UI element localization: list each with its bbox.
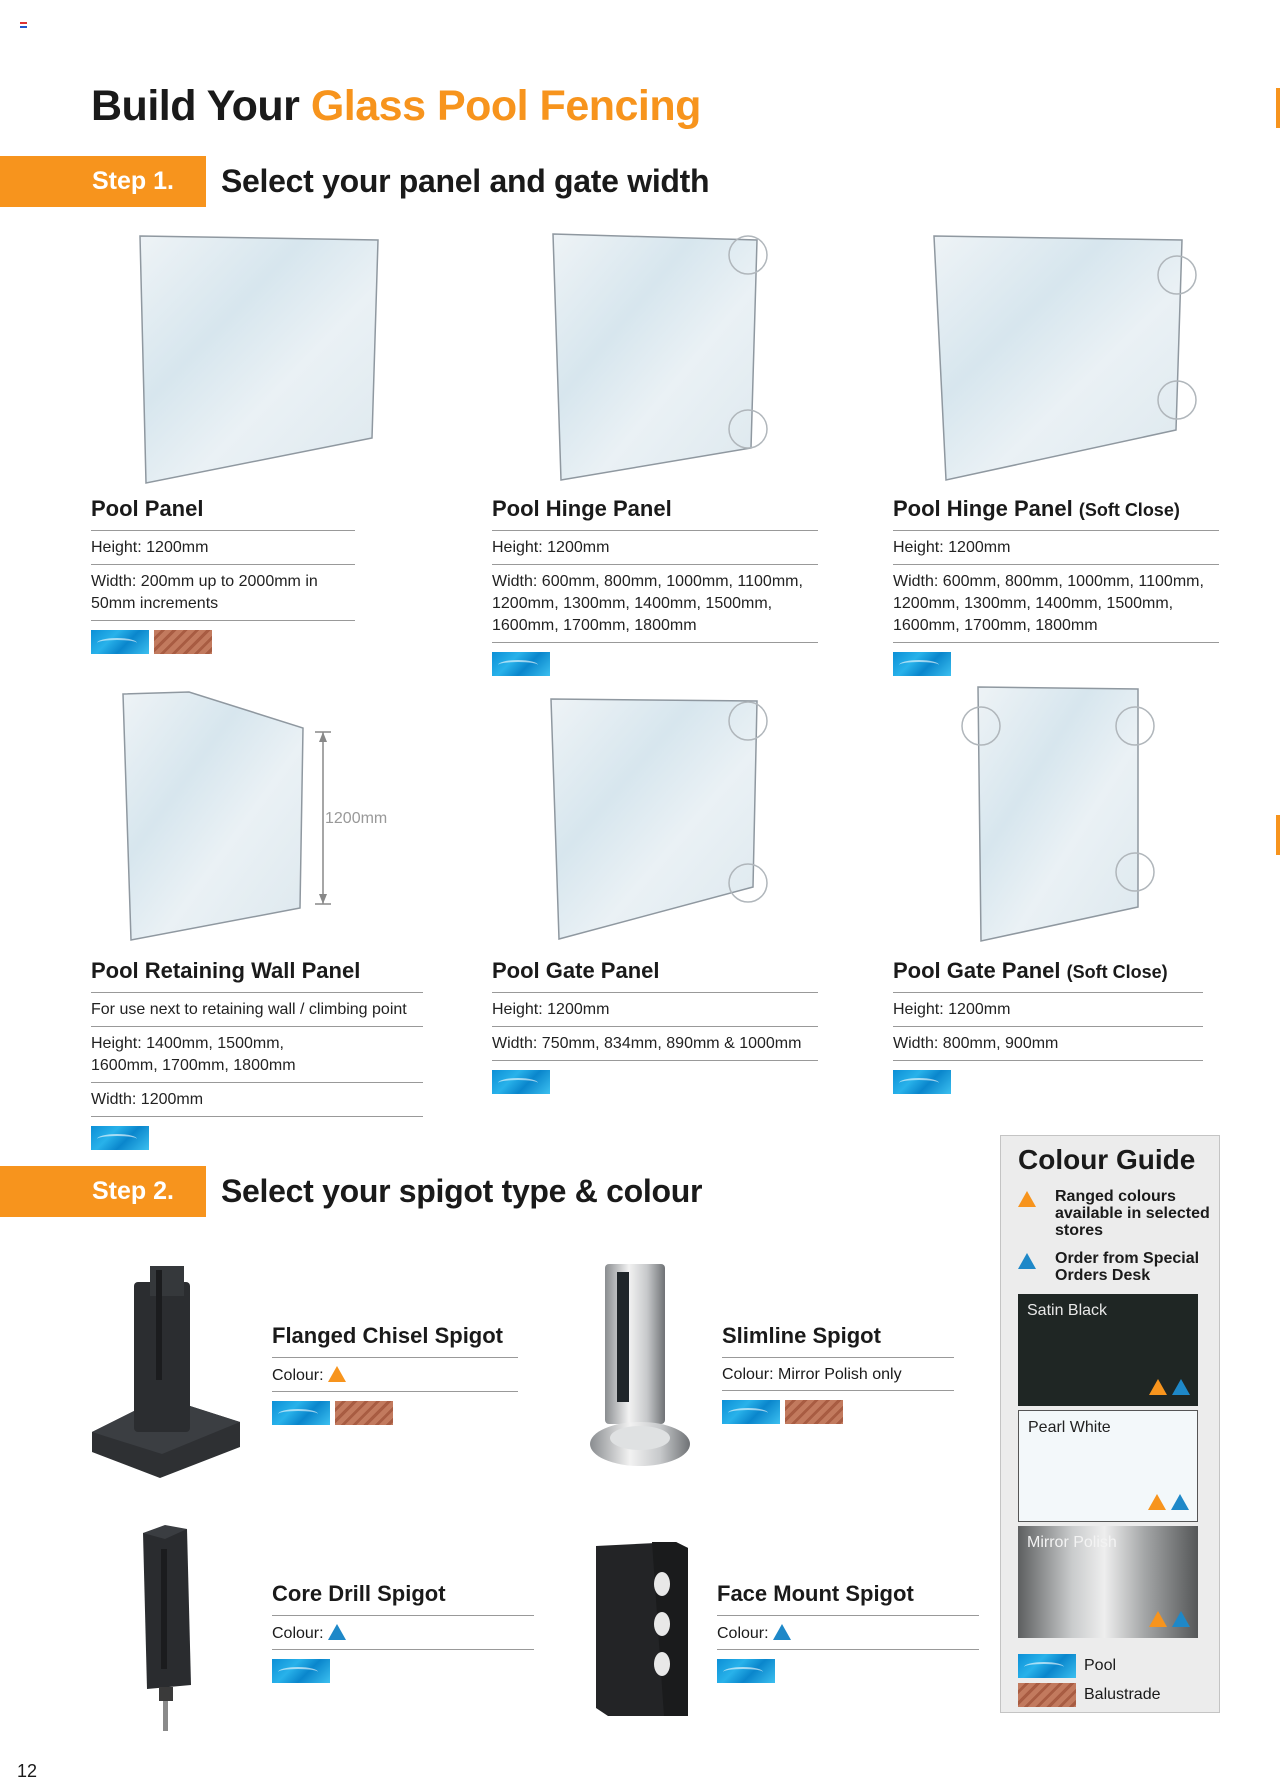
balustrade-swatch bbox=[1018, 1683, 1076, 1707]
product-spec: Height: 1200mm bbox=[492, 993, 818, 1027]
product-spec: Height: 1200mm bbox=[492, 531, 818, 565]
pool-swatch bbox=[717, 1659, 775, 1683]
spigot-face-mount bbox=[717, 1581, 979, 1683]
ranged-colour-icon bbox=[1149, 1611, 1167, 1627]
product-pool-hinge-panel bbox=[492, 496, 818, 676]
step-1-title: Select your panel and gate width bbox=[221, 163, 710, 199]
product-pool-gate-panel bbox=[492, 958, 818, 1094]
ranged-colour-icon bbox=[1148, 1494, 1166, 1510]
product-spec: Width: 750mm, 834mm, 890mm & 1000mm bbox=[492, 1027, 818, 1061]
page-title bbox=[91, 82, 701, 131]
finish-label: Satin Black bbox=[1027, 1302, 1108, 1319]
product-pool-hinge-panel-soft-close bbox=[893, 496, 1219, 676]
spigot-name: Flanged Chisel Spigot bbox=[272, 1323, 518, 1358]
pool-swatch bbox=[272, 1659, 330, 1683]
pool-hinge-panel-image bbox=[545, 228, 785, 488]
key-balustrade bbox=[1018, 1683, 1161, 1707]
spigot-core-drill bbox=[272, 1581, 534, 1683]
ranged-colour-icon bbox=[1018, 1191, 1036, 1207]
spigot-slimline bbox=[722, 1323, 954, 1424]
spigot-colour bbox=[717, 1616, 979, 1650]
spigot-colour-label: Colour: bbox=[272, 1367, 324, 1384]
pool-swatch bbox=[272, 1401, 330, 1425]
pool-swatch bbox=[722, 1400, 780, 1424]
pool-swatch bbox=[1018, 1654, 1076, 1678]
product-name-text: Pool Hinge Panel bbox=[492, 496, 672, 521]
finish-mirror-polish bbox=[1018, 1526, 1198, 1638]
pool-gate-panel-image bbox=[545, 695, 785, 945]
product-name bbox=[492, 958, 818, 993]
spigot-colour bbox=[272, 1616, 534, 1650]
spigot-colour bbox=[272, 1358, 518, 1392]
product-name-text: Pool Retaining Wall Panel bbox=[91, 958, 361, 983]
product-name bbox=[893, 496, 1219, 531]
pool-swatch bbox=[91, 1126, 149, 1150]
product-name-text: Pool Gate Panel bbox=[893, 958, 1061, 983]
product-name bbox=[893, 958, 1203, 993]
special-order-icon bbox=[1172, 1379, 1190, 1395]
product-spec: Width: 1200mm bbox=[91, 1083, 423, 1117]
step-2-tab: Step 2. bbox=[0, 1166, 206, 1217]
product-spec: Height: 1200mm bbox=[91, 531, 355, 565]
product-spec: Height: 1200mm bbox=[893, 993, 1203, 1027]
finish-label: Mirror Polish bbox=[1027, 1534, 1117, 1551]
ranged-colour-icon bbox=[1149, 1379, 1167, 1395]
colour-guide-title: Colour Guide bbox=[1018, 1144, 1196, 1175]
legend-text: Ranged colours available in selected stores bbox=[1055, 1188, 1210, 1239]
product-name-suffix: (Soft Close) bbox=[1066, 962, 1168, 982]
product-name-suffix: (Soft Close) bbox=[1078, 500, 1180, 520]
balustrade-swatch bbox=[154, 630, 212, 654]
pool-swatch bbox=[492, 1070, 550, 1094]
spigot-name: Face Mount Spigot bbox=[717, 1581, 979, 1616]
product-spec: Width: 600mm, 800mm, 1000mm, 1100mm, 1200mm, 1300mm, 1400mm, 1500mm, 1600mm, 1700mm, 1800mm bbox=[492, 565, 818, 643]
legend-special bbox=[1018, 1250, 1215, 1284]
finish-pearl-white bbox=[1018, 1410, 1198, 1522]
product-spec: Width: 800mm, 900mm bbox=[893, 1027, 1203, 1061]
product-name bbox=[91, 958, 423, 993]
key-label: Pool bbox=[1084, 1657, 1117, 1675]
legend-text: Order from Special Orders Desk bbox=[1055, 1250, 1200, 1284]
spigot-flanged-chisel bbox=[272, 1323, 518, 1425]
spigot-name: Core Drill Spigot bbox=[272, 1581, 534, 1616]
special-order-icon bbox=[1171, 1494, 1189, 1510]
pool-gate-panel-soft-close-image bbox=[955, 685, 1175, 945]
page-number: 12 bbox=[17, 1761, 38, 1781]
page-title-accent: Glass Pool Fencing bbox=[310, 82, 701, 130]
product-spec: Height: 1400mm, 1500mm, 1600mm, 1700mm, 1800mm bbox=[91, 1035, 296, 1074]
product-pool-gate-panel-soft-close bbox=[893, 958, 1203, 1094]
face-mount-spigot-image bbox=[592, 1540, 692, 1720]
flanged-chisel-spigot-image bbox=[90, 1262, 240, 1482]
slimline-spigot-image bbox=[585, 1262, 695, 1482]
finish-label: Pearl White bbox=[1028, 1419, 1111, 1436]
balustrade-swatch bbox=[335, 1401, 393, 1425]
pool-swatch bbox=[893, 1070, 951, 1094]
product-name-text: Pool Hinge Panel bbox=[893, 496, 1073, 521]
product-name-text: Pool Panel bbox=[91, 496, 204, 521]
colour-guide bbox=[1000, 1135, 1220, 1713]
finish-satin-black bbox=[1018, 1294, 1198, 1406]
special-order-icon bbox=[1172, 1611, 1190, 1627]
pool-swatch bbox=[492, 652, 550, 676]
balustrade-swatch bbox=[785, 1400, 843, 1424]
product-pool-retaining-wall-panel bbox=[91, 958, 423, 1150]
pool-hinge-panel-soft-close-image bbox=[930, 228, 1190, 488]
spigot-colour: Colour: Mirror Polish only bbox=[722, 1358, 954, 1391]
step-2-title: Select your spigot type & colour bbox=[221, 1173, 703, 1209]
product-spec: Width: 200mm up to 2000mm in 50mm increments bbox=[91, 565, 355, 621]
legend-ranged bbox=[1018, 1188, 1215, 1239]
core-drill-spigot-image bbox=[125, 1525, 205, 1735]
spigot-name: Slimline Spigot bbox=[722, 1323, 954, 1358]
pool-swatch bbox=[893, 652, 951, 676]
dimension-label: 1200mm bbox=[325, 810, 388, 827]
special-order-icon bbox=[1018, 1253, 1036, 1269]
flag-icon bbox=[20, 22, 27, 28]
product-spec: Width: 600mm, 800mm, 1000mm, 1100mm, 1200mm, 1300mm, 1400mm, 1500mm, 1600mm, 1700mm, 1800mm bbox=[893, 565, 1219, 643]
key-label: Balustrade bbox=[1084, 1686, 1161, 1704]
ranged-colour-icon bbox=[328, 1366, 346, 1382]
pool-panel-image bbox=[130, 228, 390, 488]
key-pool bbox=[1018, 1654, 1116, 1678]
product-name bbox=[492, 496, 818, 531]
page-title-text: Build Your bbox=[91, 82, 311, 130]
edge-marker bbox=[1276, 815, 1280, 855]
pool-swatch bbox=[91, 630, 149, 654]
product-pool-panel bbox=[91, 496, 355, 654]
special-order-icon bbox=[328, 1624, 346, 1640]
product-name bbox=[91, 496, 355, 531]
product-spec: For use next to retaining wall / climbing point bbox=[91, 993, 423, 1027]
product-name-text: Pool Gate Panel bbox=[492, 958, 660, 983]
special-order-icon bbox=[773, 1624, 791, 1640]
spigot-colour-label: Colour: bbox=[717, 1625, 769, 1642]
edge-marker bbox=[1276, 88, 1280, 128]
product-spec: Height: 1200mm bbox=[893, 531, 1219, 565]
spigot-colour-label: Colour: bbox=[272, 1625, 324, 1642]
step-1-tab: Step 1. bbox=[0, 156, 206, 207]
